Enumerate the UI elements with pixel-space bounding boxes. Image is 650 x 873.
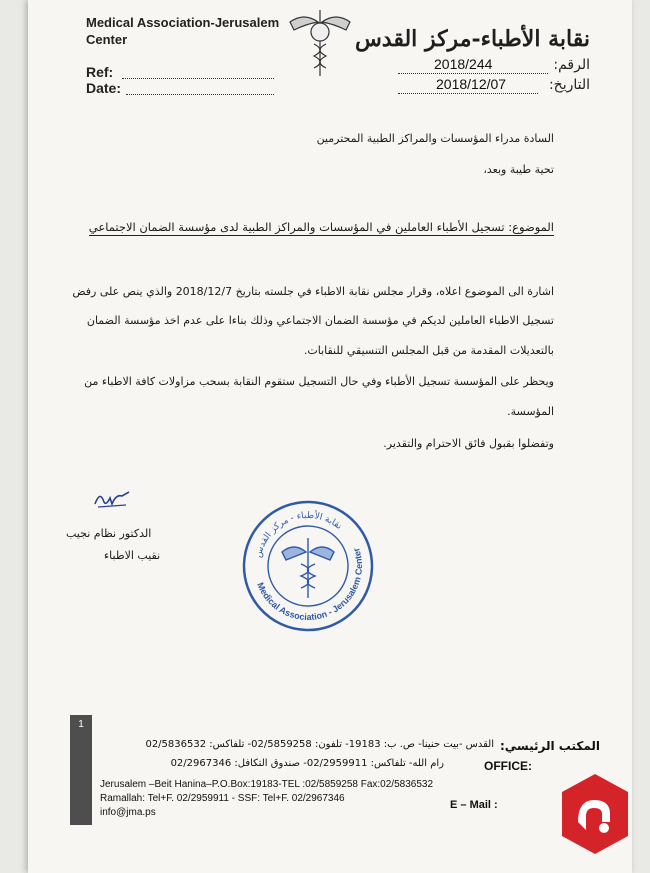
seal-english-text: Medical Association - Jerusalem Center bbox=[255, 546, 365, 623]
page-number: 1 bbox=[78, 719, 84, 730]
body-line-3: بالتعديلات المقدمة من قبل المجلس التنسيقي للنقابات. bbox=[303, 344, 554, 357]
date-dotted-line bbox=[126, 94, 274, 95]
date-value-line bbox=[398, 93, 538, 94]
ref-value: 2018/244 bbox=[434, 56, 493, 72]
addressee: السادة مدراء المؤسسات والمراكز الطبية المحترمين bbox=[316, 132, 554, 145]
news-watermark-logo-icon bbox=[558, 770, 632, 858]
subject-line: الموضوع: تسجيل الأطباء العاملين في المؤسسات والمراكز الطبية لدى مؤسسة الضمان الاجتماعي bbox=[88, 220, 554, 234]
office-address-en-line1: Jerusalem –Beit Hanina–P.O.Box:19183-TEL :02/5859258 Fax:02/5836532 bbox=[100, 779, 434, 790]
ref-label: Ref: bbox=[86, 64, 114, 80]
page-number-tab bbox=[70, 715, 92, 825]
email-label: E – Mail : bbox=[450, 799, 498, 811]
greeting: تحية طيبة وبعد، bbox=[483, 163, 554, 176]
office-label-arabic: المكتب الرئيسي: bbox=[499, 739, 600, 753]
body-line-1: اشارة الى الموضوع اعلاه، وقرار مجلس نقابة الاطباء في جلسته بتاريخ 2018/12/7 والذي ينص على رفض bbox=[72, 285, 554, 298]
org-name-en-line1: Medical Association-Jerusalem bbox=[86, 15, 280, 30]
office-address-en-line2: Ramallah: Tel+F. 02/2959911 - SSF: Tel+F. 02/2967346 bbox=[100, 793, 345, 804]
seal-arabic-text: نقابة الأطباء - مركز القدس bbox=[253, 510, 344, 559]
office-label: OFFICE: bbox=[484, 759, 532, 773]
org-name-english bbox=[86, 14, 286, 48]
handwritten-signature bbox=[92, 484, 132, 510]
svg-text:Medical Association - Jerusale bbox=[255, 546, 378, 636]
date-label-arabic: التاريخ: bbox=[548, 77, 590, 93]
ref-value-line bbox=[398, 73, 548, 74]
association-seal-stamp bbox=[238, 496, 378, 636]
closing-line: وتفضلوا بقبول فائق الاحترام والتقدير. bbox=[383, 437, 554, 450]
body-line-5: المؤسسة. bbox=[507, 405, 554, 418]
signatory-title: نقيب الاطباء bbox=[104, 549, 161, 562]
ref-dotted-line bbox=[122, 78, 274, 79]
ref-label-arabic: الرقم: bbox=[553, 57, 590, 73]
ramallah-arabic: رام الله- تلفاكس: 02/2959911- صندوق التكافل: 02/2967346 bbox=[170, 758, 444, 769]
caduceus-logo-icon bbox=[280, 2, 360, 82]
letter-footer bbox=[70, 715, 604, 825]
body-line-2: تسجيل الاطباء العاملين لديكم في مؤسسة الضمان الاجتماعي وذلك بناءا على عدم اخذ مؤسسة الضمان bbox=[86, 314, 554, 327]
email-address[interactable]: info@jma.ps bbox=[100, 807, 156, 818]
body-line-4: ويحظر على المؤسسة تسجيل الأطباء وفي حال التسجيل ستقوم النقابة بسحب مزاولات كافة الاطباء من bbox=[84, 375, 554, 388]
signatory-name: الدكتور نظام نجيب bbox=[66, 527, 152, 540]
date-label: Date: bbox=[86, 80, 122, 96]
office-address-arabic: القدس -بيت حنينا- ص. ب: 19183- تلفون: 02/5859258- تلفاكس: 02/5836532 bbox=[145, 739, 494, 750]
date-value: 2018/12/07 bbox=[436, 76, 507, 92]
org-name-en-line2: Center bbox=[86, 32, 128, 47]
org-name-arabic: نقابة الأطباء-مركز القدس bbox=[354, 26, 590, 52]
